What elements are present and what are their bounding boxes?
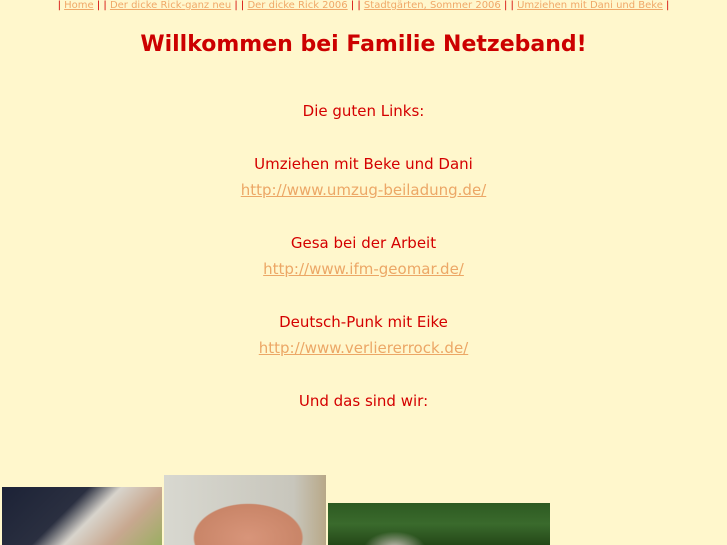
nav-link-rick-neu[interactable]: Der dicke Rick-ganz neu <box>109 0 232 11</box>
links-heading: Die guten Links: <box>302 102 425 120</box>
nav-link-umziehen[interactable]: Umziehen mit Dani und Beke <box>517 0 663 11</box>
nav-link-home[interactable]: Home <box>64 0 94 11</box>
nav-link-stadtgaerten[interactable]: Stadtgärten, Sommer 2006 <box>363 0 501 11</box>
link-geomar[interactable]: http://www.ifm-geomar.de/ <box>263 260 464 278</box>
nav-link-rick-2006[interactable]: Der dicke Rick 2006 <box>247 0 348 11</box>
link-verliererrock[interactable]: http://www.verliererrock.de/ <box>258 339 469 357</box>
link-label-umzug: Umziehen mit Beke und Dani <box>254 155 473 173</box>
top-navigation: | Home | | Der dicke Rick-ganz neu | | Der dicke Rick 2006 | | Stadtgärten, Sommer 2006 | | Umziehen mit Dani und Beke | <box>57 0 670 11</box>
family-photo-3 <box>328 503 550 545</box>
family-photo-1 <box>2 487 162 545</box>
us-heading: Und das sind wir: <box>298 392 429 410</box>
link-umzug[interactable]: http://www.umzug-beiladung.de/ <box>240 181 487 199</box>
page-title: Willkommen bei Familie Netzeband! <box>140 32 587 57</box>
family-photo-2 <box>164 475 326 545</box>
link-label-geomar: Gesa bei der Arbeit <box>290 234 437 252</box>
link-label-verliererrock: Deutsch-Punk mit Eike <box>279 313 448 331</box>
